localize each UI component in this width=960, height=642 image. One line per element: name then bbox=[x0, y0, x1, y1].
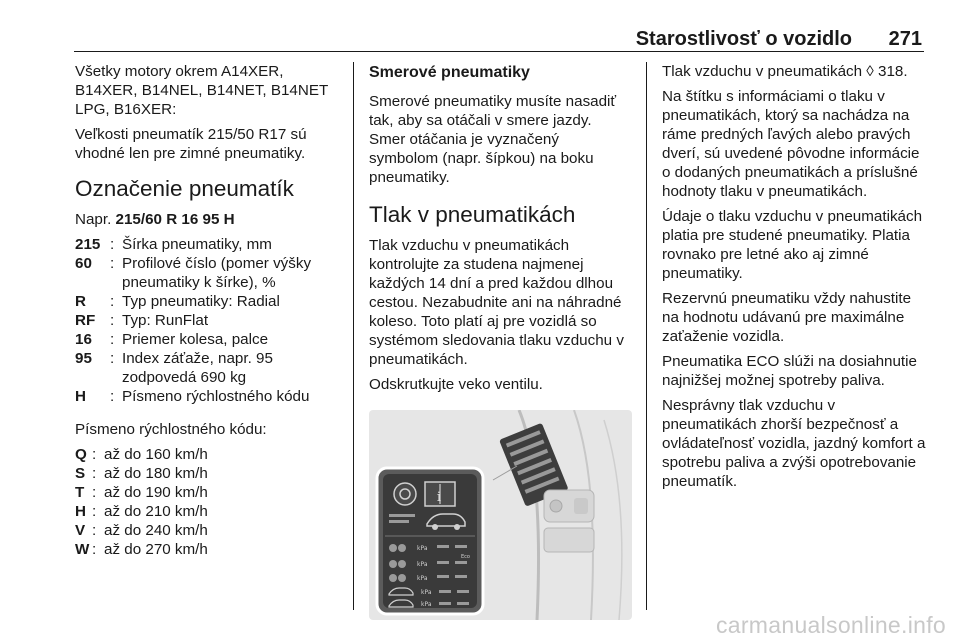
pressure-text: Tlak vzduchu v pneumatikách kontrolujte za studena najmenej každých 14 dní a pred každou dlhou cestou. Nezabudnite ani na náhradné koleso. Toto platí aj pre vozidlá so systémom sledovania tlaku vzduchu v pneumatikách. bbox=[369, 237, 624, 368]
code-term: 16 bbox=[75, 331, 92, 348]
directional-text: Smerové pneumatiky musíte nasadiť tak, aby sa otáčali v smere jazdy. Smer otáčania je vyznačený symbolom (napr. šípkou) na boku pneumatiky. bbox=[369, 93, 617, 186]
column-divider-1 bbox=[353, 62, 354, 610]
code-colon: : bbox=[110, 350, 115, 367]
code-colon: : bbox=[110, 331, 115, 348]
speed-colon: : bbox=[92, 446, 97, 463]
tyre-marking-heading: Označenie pneumatík bbox=[75, 176, 294, 201]
engine-intro: Všetky motory okrem A14XER, B14XER, B14NEL, B14NET, B14NET LPG, B16XER: bbox=[75, 63, 328, 118]
code-colon: : bbox=[110, 312, 115, 329]
speed-desc: až do 270 km/h bbox=[104, 541, 208, 558]
tyre-pressure-label-illustration bbox=[369, 410, 632, 620]
speed-term: T bbox=[75, 484, 85, 501]
spare-tyre-text: Rezervnú pneumatiku vždy nahustite na hodnotu udávanú pre maximálne zaťaženie vozidla. bbox=[662, 290, 912, 345]
pressure-reference: Tlak vzduchu v pneumatikách ◊ 318. bbox=[662, 63, 908, 80]
list-item bbox=[75, 235, 337, 254]
list-item bbox=[75, 483, 337, 502]
code-desc: Index záťaže, napr. 95 zodpovedá 690 kg bbox=[122, 350, 273, 386]
eco-tyre-text: Pneumatika ECO slúži na dosiahnutie najnižšej možnej spotreby paliva. bbox=[662, 353, 917, 389]
speed-colon: : bbox=[92, 484, 97, 501]
list-item bbox=[75, 311, 337, 330]
speed-desc: až do 160 km/h bbox=[104, 446, 208, 463]
column-3 bbox=[662, 62, 930, 497]
label-unit-1: kPa bbox=[417, 545, 428, 552]
speed-desc: až do 180 km/h bbox=[104, 465, 208, 482]
speed-term: H bbox=[75, 503, 86, 520]
speed-term: Q bbox=[75, 446, 87, 463]
code-desc: Typ pneumatiky: Radial bbox=[122, 293, 280, 310]
list-item bbox=[75, 292, 337, 311]
section-title: Starostlivosť o vozidlo bbox=[635, 28, 852, 50]
list-item bbox=[75, 445, 337, 464]
speed-term: S bbox=[75, 465, 86, 482]
label-eco: Eco bbox=[461, 554, 470, 560]
speed-desc: až do 240 km/h bbox=[104, 522, 208, 539]
code-colon: : bbox=[110, 236, 115, 253]
example-label: Napr. bbox=[75, 211, 116, 228]
list-item bbox=[75, 521, 337, 540]
code-desc: Šírka pneumatiky, mm bbox=[122, 236, 272, 253]
speed-term: W bbox=[75, 541, 90, 558]
list-item bbox=[75, 387, 337, 406]
code-list bbox=[75, 235, 337, 406]
code-colon: : bbox=[110, 255, 115, 272]
speed-list bbox=[75, 445, 337, 559]
speed-colon: : bbox=[92, 503, 97, 520]
watermark: carmanualsonline.info bbox=[715, 612, 946, 638]
list-item bbox=[75, 502, 337, 521]
code-term: 215 bbox=[75, 236, 101, 253]
incorrect-pressure-text: Nesprávny tlak vzduchu v pneumatikách zhorší bezpečnosť a ovládateľnosť vozidla, jazdný komfort a spotrebu paliva a zvýši opotrebovanie pneumatík. bbox=[662, 397, 926, 490]
code-term: 60 bbox=[75, 255, 92, 272]
code-colon: : bbox=[110, 293, 115, 310]
code-colon: : bbox=[110, 388, 115, 405]
code-term: H bbox=[75, 388, 86, 405]
code-term: RF bbox=[75, 312, 96, 329]
example-line bbox=[75, 210, 337, 229]
directional-tyres-heading: Smerové pneumatiky bbox=[369, 64, 530, 81]
code-desc: Písmeno rýchlostného kódu bbox=[122, 388, 310, 405]
code-desc: Priemer kolesa, palce bbox=[122, 331, 269, 348]
label-unit-2: kPa bbox=[417, 561, 428, 568]
speed-term: V bbox=[75, 522, 86, 539]
valve-instruction: Odskrutkujte veko ventilu. bbox=[369, 376, 543, 393]
speed-colon: : bbox=[92, 465, 97, 482]
speed-colon: : bbox=[92, 522, 97, 539]
list-item bbox=[75, 540, 337, 559]
page-number: 271 bbox=[888, 28, 922, 50]
label-unit-5: kPa bbox=[421, 601, 432, 608]
speed-desc: až do 210 km/h bbox=[104, 503, 208, 520]
list-item bbox=[75, 330, 337, 349]
svg-text:i: i bbox=[436, 490, 442, 505]
list-item bbox=[75, 254, 337, 292]
code-term: R bbox=[75, 293, 86, 310]
code-term: 95 bbox=[75, 350, 92, 367]
column-divider-2 bbox=[646, 62, 647, 610]
header-rule bbox=[74, 51, 924, 52]
code-desc: Profilové číslo (pomer výšky pneumatiky k šírke), % bbox=[122, 255, 312, 291]
label-unit-4: kPa bbox=[421, 589, 432, 596]
speed-intro: Písmeno rýchlostného kódu: bbox=[75, 421, 267, 438]
code-desc: Typ: RunFlat bbox=[122, 312, 209, 329]
example-code: 215/60 R 16 95 H bbox=[115, 211, 235, 228]
list-item bbox=[75, 349, 337, 387]
cold-tyre-text: Údaje o tlaku vzduchu v pneumatikách platia pre studené pneumatiky. Platia rovnako pre letné ako aj zimné pneumatiky. bbox=[662, 208, 923, 282]
speed-desc: až do 190 km/h bbox=[104, 484, 208, 501]
tyre-pressure-heading: Tlak v pneumatikách bbox=[369, 202, 576, 227]
speed-colon: : bbox=[92, 541, 97, 558]
list-item bbox=[75, 464, 337, 483]
label-unit-3: kPa bbox=[417, 575, 428, 582]
column-1 bbox=[75, 62, 337, 567]
label-location-text: Na štítku s informáciami o tlaku v pneumatikách, ktorý sa nachádza na ráme predných ľavých alebo pravých dverí, sú uvedené pôvodne informácie o dodaných pneumatikách a príslušné hodnoty tlaku v pneumatikách. bbox=[662, 88, 920, 200]
sizes-note: Veľkosti pneumatík 215/50 R17 sú vhodné len pre zimné pneumatiky. bbox=[75, 126, 307, 162]
column-2 bbox=[369, 62, 632, 620]
page-header bbox=[0, 0, 960, 52]
